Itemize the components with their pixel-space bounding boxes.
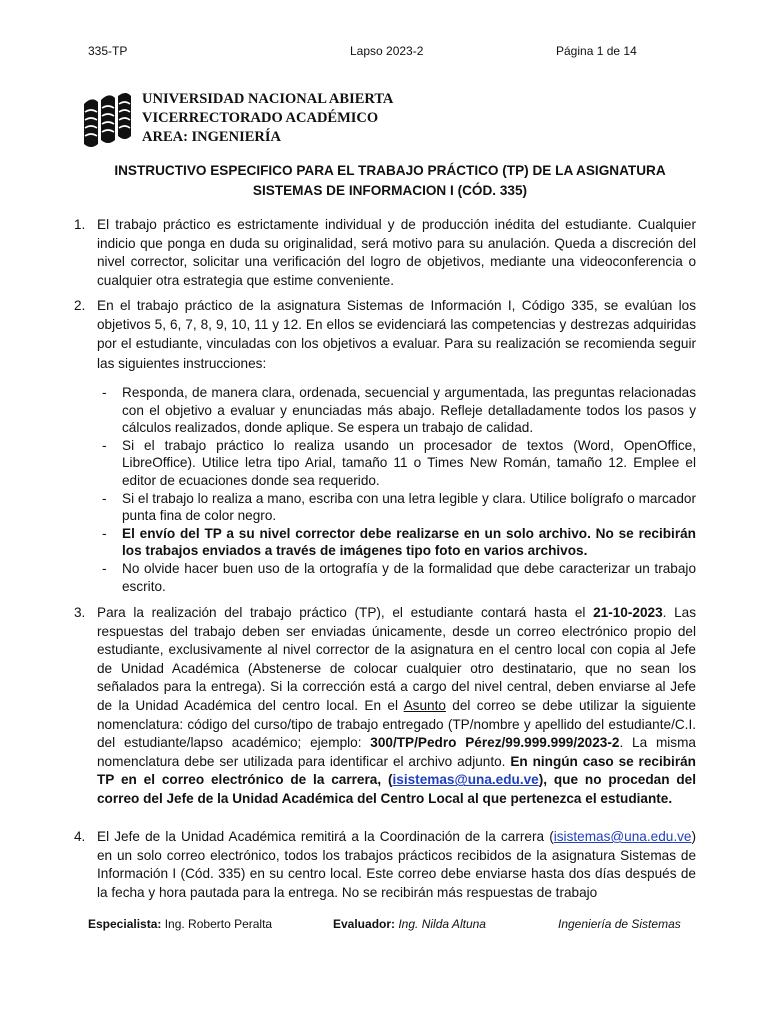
bullet-dash: - bbox=[102, 525, 107, 541]
item-number: 3. bbox=[74, 605, 86, 620]
bullet-item bbox=[98, 490, 696, 525]
university-name: UNIVERSIDAD NACIONAL ABIERTA bbox=[142, 91, 394, 107]
bullet-text: Si el trabajo práctico lo realiza usando un procesador de textos (Word, OpenOffice, LibreOffice). Utilice letra tipo Arial, tamaño 11 o Times New Román, tamaño 12. Emplee el editor de ecuaciones donde sea requerido. bbox=[122, 437, 696, 488]
warning-text: ), que no procedan del correo del Jefe de la Unidad Académica del Centro Local al que pertenezca el estudiante. bbox=[97, 772, 696, 806]
bullet-dash: - bbox=[102, 560, 107, 576]
university-block bbox=[142, 90, 393, 147]
bullet-text-bold: El envío del TP a su nivel corrector debe realizarse en un solo archivo. No se recibirán los trabajos enviados a través de imágenes tipo foto en varios archivos. bbox=[122, 525, 696, 559]
item-text bbox=[97, 828, 696, 902]
warning-text: En ningún caso se recibirán TP en el correo electrónico de la carrera, ( bbox=[97, 753, 696, 788]
bullet-dash: - bbox=[102, 490, 107, 506]
item-text bbox=[97, 604, 696, 809]
header-course-code: 335-TP bbox=[88, 44, 128, 58]
specialist-name: Ing. Roberto Peralta bbox=[161, 917, 273, 931]
text-run: . La misma nomenclatura debe ser utilizada para identificar el archivo adjunto. bbox=[97, 735, 696, 769]
item-number: 4. bbox=[74, 829, 86, 844]
instruction-item-1 bbox=[74, 216, 696, 290]
text-run: . Las respuestas del trabajo deben ser enviadas únicamente, desde un correo electrónico propio del estudiante, exclusivamente al nivel corrector de la asignatura en el centro local con copia al Jefe de Unidad Académica (Abstenerse de colocar cualquier otro destinatario, que no sean los señalados para la entrega). Si la corrección está a cargo del nivel central, deben enviarse al Jefe de la Unidad Académica del centro local. En el bbox=[97, 605, 696, 713]
footer-evaluator bbox=[333, 917, 486, 931]
evaluator-name: Ing. Nilda Altuna bbox=[395, 917, 486, 931]
career-email-link[interactable]: isistemas@una.edu.ve bbox=[553, 829, 692, 844]
una-logo-icon bbox=[82, 92, 132, 152]
instruction-item-3 bbox=[74, 604, 696, 809]
deadline-date: 21-10-2023 bbox=[593, 605, 663, 620]
instruction-item-4 bbox=[74, 828, 696, 902]
text-run: El Jefe de la Unidad Académica remitirá a la Coordinación de la carrera ( bbox=[97, 829, 554, 844]
footer-area: Ingeniería de Sistemas bbox=[558, 917, 681, 931]
title-line-1: INSTRUCTIVO ESPECIFICO PARA EL TRABAJO PRÁCTICO (TP) DE LA ASIGNATURA bbox=[114, 163, 666, 178]
bullet-item bbox=[98, 384, 696, 437]
item-number: 1. bbox=[74, 217, 86, 232]
bullet-text: Responda, de manera clara, ordenada, secuencial y argumentada, las preguntas relacionadas con el objetivo a evaluar y enunciadas más abajo. Refleje detalladamente todos los pasos y cálculos realizados, donde aplique. Se espera un trabajo de calidad. bbox=[122, 385, 696, 436]
career-email-link[interactable]: isistemas@una.edu.ve bbox=[392, 772, 539, 788]
vice-rectorate: VICERRECTORADO ACADÉMICO bbox=[142, 110, 379, 126]
instruction-item-2 bbox=[74, 296, 696, 373]
specialist-label: Especialista: bbox=[88, 917, 162, 931]
text-run: del correo se debe utilizar la siguiente nomenclatura: código del curso/tipo de trabajo entregado (TP/nombre y apellido del estudiante/C.I. del estudiante/lapso académico; ejemplo: bbox=[97, 697, 696, 751]
bullet-item bbox=[98, 525, 696, 560]
bullet-dash: - bbox=[102, 385, 107, 400]
text-run: Para la realización del trabajo práctico (TP), el estudiante contará hasta el bbox=[97, 605, 594, 620]
area-label: AREA: INGENIERÍA bbox=[142, 129, 281, 145]
nomenclature-example: 300/TP/Pedro Pérez/99.999.999/2023-2 bbox=[370, 735, 620, 751]
bullet-item bbox=[98, 560, 696, 595]
footer-specialist bbox=[88, 917, 272, 931]
instruction-bullets bbox=[98, 384, 696, 595]
bullet-text: Si el trabajo lo realiza a mano, escriba con una letra legible y clara. Utilice bolígrafo o marcador punta fina de color negro. bbox=[122, 490, 696, 524]
bullet-text: No olvide hacer buen uso de la ortografía y de la formalidad que debe caracterizar un trabajo escrito. bbox=[122, 560, 696, 594]
header-period: Lapso 2023-2 bbox=[350, 44, 424, 58]
document-title bbox=[80, 161, 700, 201]
text-run: ) en un solo correo electrónico, todos los trabajos prácticos recibidos de la asignatura Sistemas de Información I (Cód. 335) en su centro local. Este correo debe enviarse hasta dos días después de la fecha y hora pautada para la entrega. No se recibirán más respuestas de trabajo bbox=[97, 829, 696, 900]
subject-word: Asunto bbox=[403, 697, 446, 713]
item-text: El trabajo práctico es estrictamente individual y de producción inédita del estudiante. Cualquier indicio que ponga en duda su originalidad, será motivo para su anulación. Queda a discreción del nivel corrector, solicitar una verificación del logro de objetivos, mediante una videoconferencia o cualquier otra estrategia que estime conveniente. bbox=[97, 217, 696, 288]
bullet-item bbox=[98, 437, 696, 490]
evaluator-label: Evaluador: bbox=[333, 917, 396, 931]
title-line-2: SISTEMAS DE INFORMACION I (CÓD. 335) bbox=[252, 183, 528, 198]
item-number: 2. bbox=[74, 298, 86, 313]
item-text: En el trabajo práctico de la asignatura Sistemas de Información I, Código 335, se evalúan los objetivos 5, 6, 7, 8, 9, 10, 11 y 12. En ellos se evidenciará las competencias y destrezas adquiridas por el estudiante, vinculadas con los objetivos a evaluar. Para su realización se recomienda seguir las siguientes instrucciones: bbox=[97, 298, 696, 371]
bullet-dash: - bbox=[102, 437, 107, 453]
header-page-number: Página 1 de 14 bbox=[556, 44, 637, 58]
